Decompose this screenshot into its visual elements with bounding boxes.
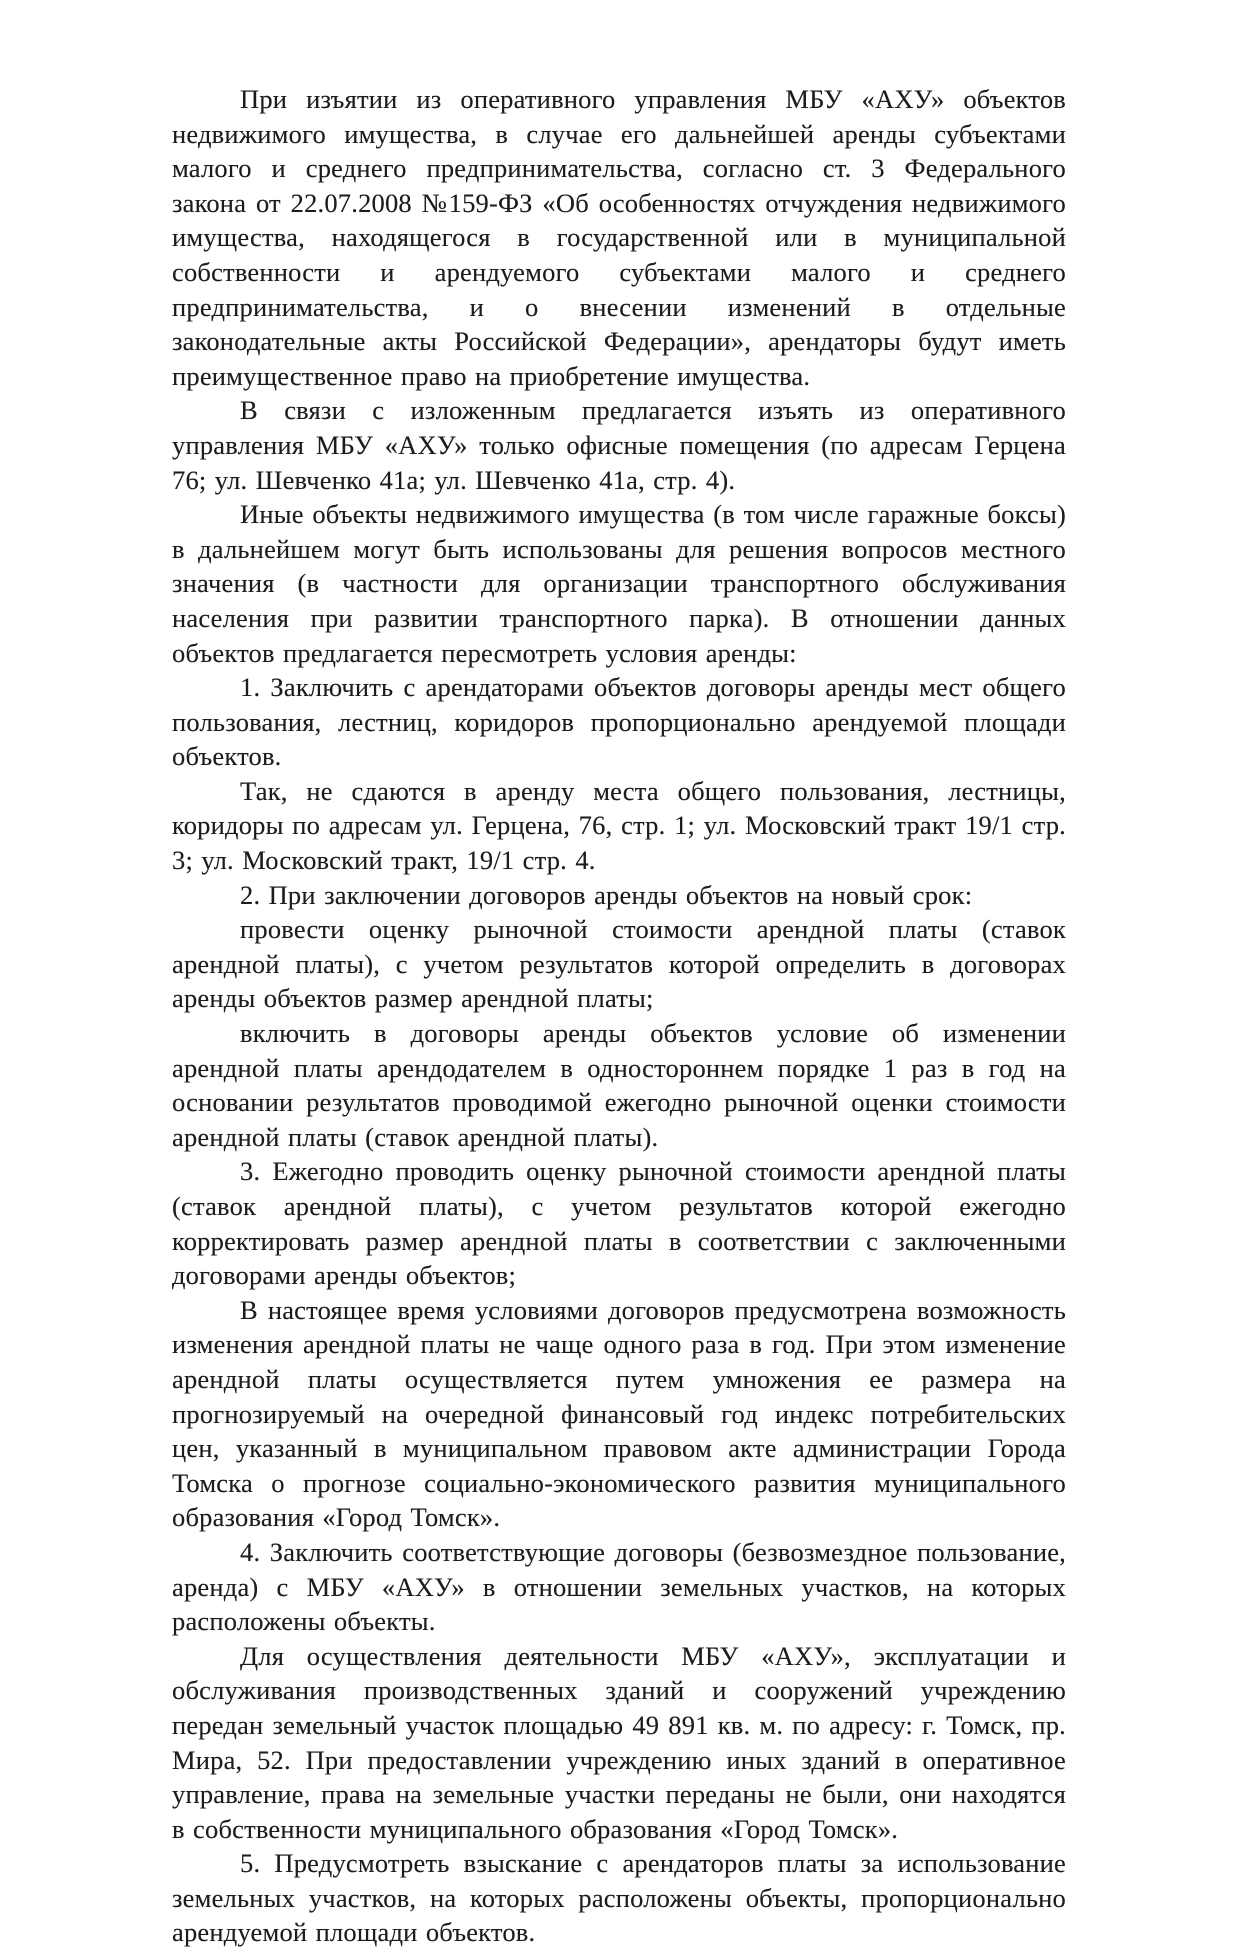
paragraph-9: 3. Ежегодно проводить оценку рыночной стоимости арендной платы (ставок арендной платы), с учетом результатов которой ежегодно корректировать размер арендной платы в соответствии с заключенными договорами аренды объектов; — [172, 1156, 1066, 1291]
paragraph-13: 5. Предусмотреть взыскание с арендаторов платы за использование земельных участков, на которых расположены объекты, пропорционально арендуемой площади объектов. — [172, 1848, 1066, 1948]
paragraph-1: При изъятии из оперативного управления МБУ «АХУ» объектов недвижимого имущества, в случае его дальнейшей аренды субъектами малого и среднего предпринимательства, согласно ст. 3 Федерального закона от 22.07.2008 №159-ФЗ «Об особенностях отчуждения недвижимого имущества, находящегося в государственной или в муниципальной собственности и арендуемого субъектами малого и среднего предпринимательства, и о внесении изменений в отдельные законодательные акты Российской Федерации», арендаторы будут иметь преимущественное право на приобретение имущества. — [172, 84, 1066, 391]
paragraph-6: 2. При заключении договоров аренды объектов на новый срок: — [240, 879, 973, 910]
paragraph-12: Для осуществления деятельности МБУ «АХУ», эксплуатации и обслуживания производственных зданий и сооружений учреждению передан земельный участок площадью 49 891 кв. м. по адресу: г. Томск, пр. Мира, 52. При предоставлении учреждению иных зданий в оперативное управление, права на земельные участки переданы не были, они находятся в собственности муниципального образования «Город Томск». — [172, 1640, 1066, 1844]
paragraph-11: 4. Заключить соответствующие договоры (безвозмездное пользование, аренда) с МБУ «АХУ» в отношении земельных участков, на которых расположены объекты. — [172, 1536, 1066, 1637]
paragraph-8: включить в договоры аренды объектов условие об изменении арендной платы арендодателем в одностороннем порядке 1 раз в год на основании результатов проводимой ежегодно рыночной оценки стоимости арендной платы (ставок арендной платы). — [172, 1018, 1066, 1152]
paragraph-10: В настоящее время условиями договоров предусмотрена возможность изменения арендной платы не чаще одного раза в год. При этом изменение арендной платы осуществляется путем умножения ее размера на прогнозируемый на очередной финансовый год индекс потребительских цен, указанный в муниципальном правовом акте администрации Города Томска о прогнозе социально-экономического развития муниципального образования «Город Томск». — [172, 1294, 1066, 1533]
paragraph-3: Иные объекты недвижимого имущества (в том числе гаражные боксы) в дальнейшем могут быть использованы для решения вопросов местного значения (в частности для организации транспортного обслуживания населения при развитии транспортного парка). В отношении данных объектов предлагается пересмотреть условия аренды: — [172, 499, 1066, 668]
paragraph-4: 1. Заключить с арендаторами объектов договоры аренды мест общего пользования, лестниц, коридоров пропорционально арендуемой площади объектов. — [172, 672, 1066, 772]
paragraph-2: В связи с изложенным предлагается изъять из оперативного управления МБУ «АХУ» только офисные помещения (по адресам Герцена 76; ул. Шевченко 41а; ул. Шевченко 41а, стр. 4). — [172, 395, 1066, 495]
paragraph-5: Так, не сдаются в аренду места общего пользования, лестницы, коридоры по адресам ул. Герцена, 76, стр. 1; ул. Московский тракт 19/1 стр. 3; ул. Московский тракт, 19/1 стр. 4. — [172, 775, 1066, 876]
paragraph-7: провести оценку рыночной стоимости арендной платы (ставок арендной платы), с учетом результатов которой определить в договорах аренды объектов размер арендной платы; — [172, 914, 1066, 1014]
